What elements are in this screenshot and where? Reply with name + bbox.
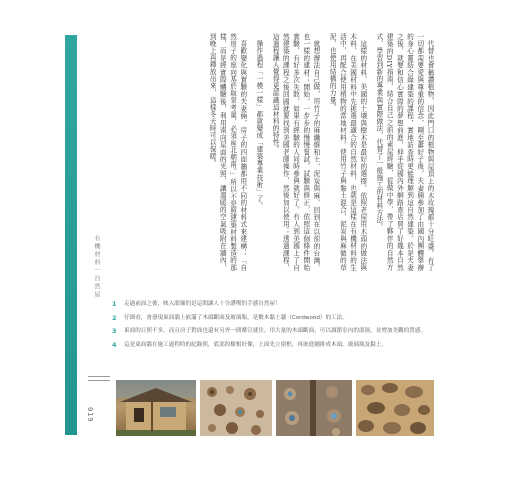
caption-item [112, 341, 432, 350]
paragraph: 這樣的材料，美國的土壤與樹木是最好的選擇。依照老屋用木頭的做法與木料，在美國材料中先挑選最適合的自然材料，也就是這樣在有機材料的生活中，再配合使用植物的當地材料。使用竹子與黏土混合，泥炭與麻做的草泥，也使用結構的力量。 [328, 33, 367, 271]
photo-cordwood-wall [200, 380, 272, 436]
photo-log-wall-glass [276, 380, 352, 436]
paragraph: 就想辦法自己做，用竹子的麻纖維和土，泥炭與麻，回到在以前的台灣，也一樣的建材；開始，一步步的慢慢嘗試，試驗與修正，依照這個條件開始實驗，有好多次失敗，如果有經驗的人同時參與就好了。有人到美國上了自然建築的課程之後回國就要找到美國老師操作，然後加以使用；透過課程，這過程讓人覺得更認識這材料的特性。 [271, 33, 320, 271]
paragraph: 代替也會稱讚植物，因此門口的植物與屋頂上的木玫瑰都十分旺盛。有了一切都需要愛與尊重的信念，剛至蕭好子後，夫妻倆參加了由國內團體舉辦的身心靈結合綠建築的課程，實地訪查時更能理解到這自然建築。於是夫妻之後，就要和信心實際的夢想前進，伸手從國內外網路查店買了好幾本自然建築的DIY指南，結合自己之前的素屋經驗，從做中學，帶了夥伴的自然方式，學習到新的專業與實際做法，代替了一般施工的材料方法。 [374, 33, 434, 271]
caption-text: 仔細看，會發現東面牆上嵌滿了木頭斷面及玻璃瓶，是數木黏土牆（Cordwood）的工法。 [124, 314, 348, 321]
chapter-color-bar [65, 35, 77, 435]
main-article-text [115, 33, 435, 271]
caption-item [112, 314, 432, 323]
caption-text: 東面的日照不多，而且房子對面也還有另外一間鄰宣就住，用大量的木頭斷面，可以調節室內的溫濕，並增加美觀的質感。 [124, 328, 427, 335]
caption-number: 3 [112, 327, 117, 336]
photo-captions [112, 300, 432, 354]
photo-strip [116, 380, 434, 436]
photo-house-exterior [116, 380, 196, 436]
divider-line [88, 380, 110, 381]
section-label: 有機材料｜自然屋 [93, 235, 100, 299]
caption-item [112, 300, 432, 309]
divider-line [88, 376, 110, 377]
caption-number: 2 [112, 313, 117, 322]
page-number: 019 [86, 407, 94, 423]
paragraph: 操作過程「一模一樣」都就變成「建築專業技術」了。 [254, 39, 263, 209]
caption-item [112, 327, 432, 336]
caption-text: 這是東面牆在施工過程時的紀錄照，底部的樹根好像，上面先立窗框，再嵌進鋪排成木頭、玻璃瓶及黏土。 [124, 341, 387, 348]
caption-number: 4 [112, 340, 117, 349]
paragraph: 喜歡變化與實驗的夫妻倆，房子的四面牆都用不同的材料式來建構；「自然房子的座向基於取景考量，必須座北朝南。」所以不是照建築材料製造的那樣，而是經實際體驗後，利用南向屋面的光照，讓溫暖的空氣吸附在牆內，到晚上再釋放出來，這樣冬天時可以保暖。 [208, 33, 247, 271]
caption-number: 1 [112, 300, 117, 308]
caption-text: 走過前面之後，映入眼簾的是這間讓人十分讚嘆的手感自然屋！ [124, 301, 281, 307]
photo-stone-wall-construction [356, 380, 434, 436]
